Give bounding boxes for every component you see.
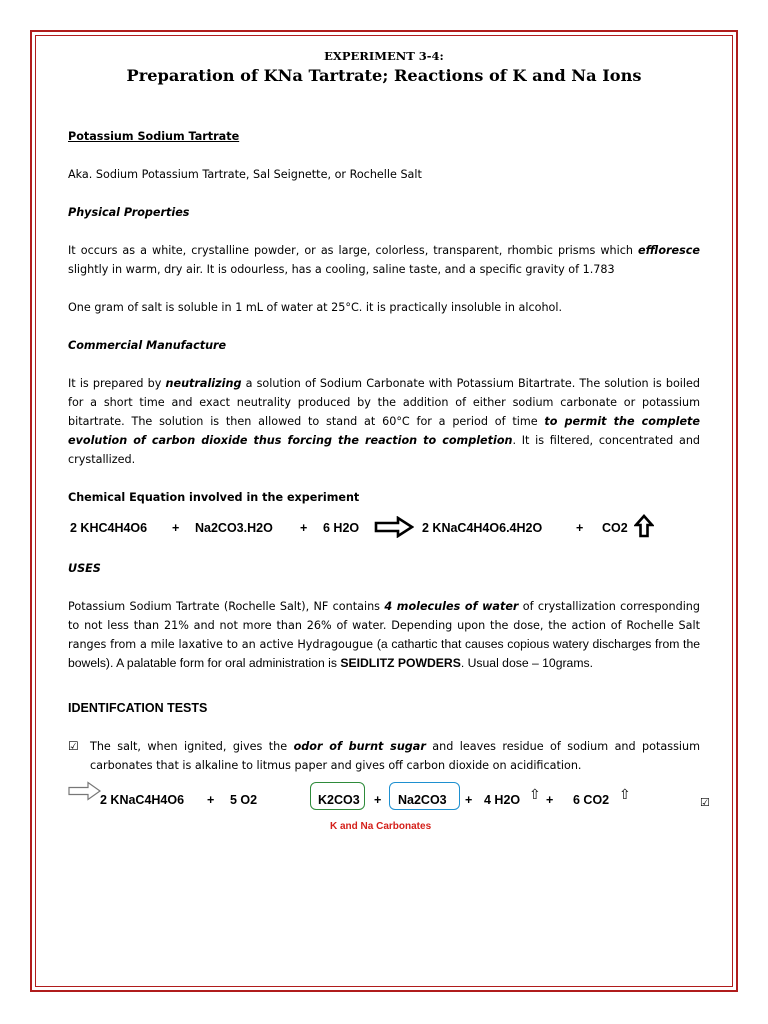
uses-heading: USES [68, 562, 101, 575]
eq-plus: + [172, 521, 180, 535]
completion-emphasis: to permit the complete evolution of carbon dioxide thus forcing the reaction to completion [68, 415, 700, 447]
carbonates-caption: K and Na Carbonates [330, 821, 432, 832]
eq-product-co2: CO2 [602, 521, 628, 535]
text-span: of crystallization corresponding to not less than 21% and not more than 26% of water. Depending upon the dose, the action of Rochelle Salt ranges from a mile laxative to an active Hydragougue [68, 600, 700, 651]
reaction-arrow-icon [374, 516, 414, 538]
gas-evolved-up-arrow-icon [634, 514, 654, 538]
eq2-product-k2co3: K2CO3 [318, 793, 360, 807]
commercial-manufacture-heading: Commercial Manufacture [68, 339, 227, 352]
text-span: Potassium Sodium Tartrate (Rochelle Salt), NF contains [68, 600, 385, 613]
eq2-plus: + [207, 793, 215, 807]
experiment-label: EXPERIMENT 3-4: [324, 49, 444, 63]
seidlitz-powders-emphasis: SEIDLITZ POWDERS [340, 656, 461, 670]
effloresce-emphasis: effloresce [638, 244, 700, 257]
physical-properties-heading: Physical Properties [68, 206, 190, 219]
molecules-emphasis: 4 molecules of water [384, 600, 519, 613]
text-span: a solution of Sodium Carbonate with Potassium Bitartrate. The solution is boiled for a short time and exact neutrality produced by the addition of either sodium carbonate or potassium bitartrate. The solution is then allowed to stand at 60°C for a period of time [68, 377, 700, 428]
text-span: The salt, when ignited, gives the [90, 740, 294, 753]
checkbox-icon: ☑ [700, 797, 710, 809]
up-arrow-icon: ⇧ [529, 786, 541, 802]
text-span: . Usual dose – 10grams. [460, 656, 593, 670]
identification-test-item [68, 737, 700, 775]
uses-text [68, 597, 700, 673]
eq2-plus: + [546, 793, 554, 807]
text-span: It occurs as a white, crystalline powder, or as large, colorless, transparent, rhombic prisms which [68, 244, 638, 257]
identification-heading: IDENTIFCATION TESTS [68, 701, 208, 715]
text-span: It is prepared by [68, 377, 166, 390]
document-body [68, 46, 710, 832]
eq2-product-na2co3: Na2CO3 [398, 793, 447, 807]
eq2-product-co2: 6 CO2 [573, 793, 610, 807]
up-arrow-icon: ⇧ [619, 786, 631, 802]
eq-reactant-na2co3: Na2CO3.H2O [195, 521, 273, 535]
eq2-product-h2o: 4 H2O [484, 793, 521, 807]
text-span: and leaves residue of sodium and potassium carbonates that is alkaline to litmus paper and gives off carbon dioxide on acidification. [90, 740, 700, 772]
neutralizing-emphasis: neutralizing [165, 377, 242, 390]
physical-properties-text [68, 241, 700, 279]
text-span: . It is filtered, concentrated and crystallized. [68, 434, 701, 466]
eq2-reactant-o2: 5 O2 [230, 793, 258, 807]
chemical-equation-2 [68, 781, 710, 832]
section-heading-kna-tartrate: Potassium Sodium Tartrate [68, 130, 240, 143]
eq2-plus: + [465, 793, 473, 807]
manufacture-text [68, 374, 700, 469]
aka-line: Aka. Sodium Potassium Tartrate, Sal Seignette, or Rochelle Salt [68, 168, 422, 181]
text-span: slightly in warm, dry air. It is odourless, has a cooling, saline taste, and a specific gravity of 1.783 [68, 263, 615, 276]
eq-reactant-h2o: 6 H2O [323, 521, 360, 535]
eq-product-kna-tartrate: 2 KNaC4H4O6.4H2O [422, 521, 543, 535]
burnt-sugar-emphasis: odor of burnt sugar [293, 740, 426, 753]
chemical-equation-1 [68, 513, 700, 543]
eq2-reactant-kna-tartrate: 2 KNaC4H4O6 [100, 793, 185, 807]
checkbox-icon: ☑ [68, 739, 79, 753]
solubility-text: One gram of salt is soluble in 1 mL of water at 25°C. it is practically insoluble in alcohol. [68, 301, 563, 314]
equation-heading: Chemical Equation involved in the experiment [68, 491, 360, 504]
page-title: Preparation of KNa Tartrate; Reactions of K and Na Ions [126, 66, 642, 85]
text-span: (a cathartic that causes copious watery discharges from the bowels). A palatable form for oral administration is [68, 637, 701, 670]
eq-reactant-khc4h4o6: 2 KHC4H4O6 [70, 521, 148, 535]
eq2-plus: + [374, 793, 382, 807]
eq-plus: + [300, 521, 308, 535]
eq-plus: + [576, 521, 584, 535]
reaction-arrow-icon [68, 781, 102, 801]
